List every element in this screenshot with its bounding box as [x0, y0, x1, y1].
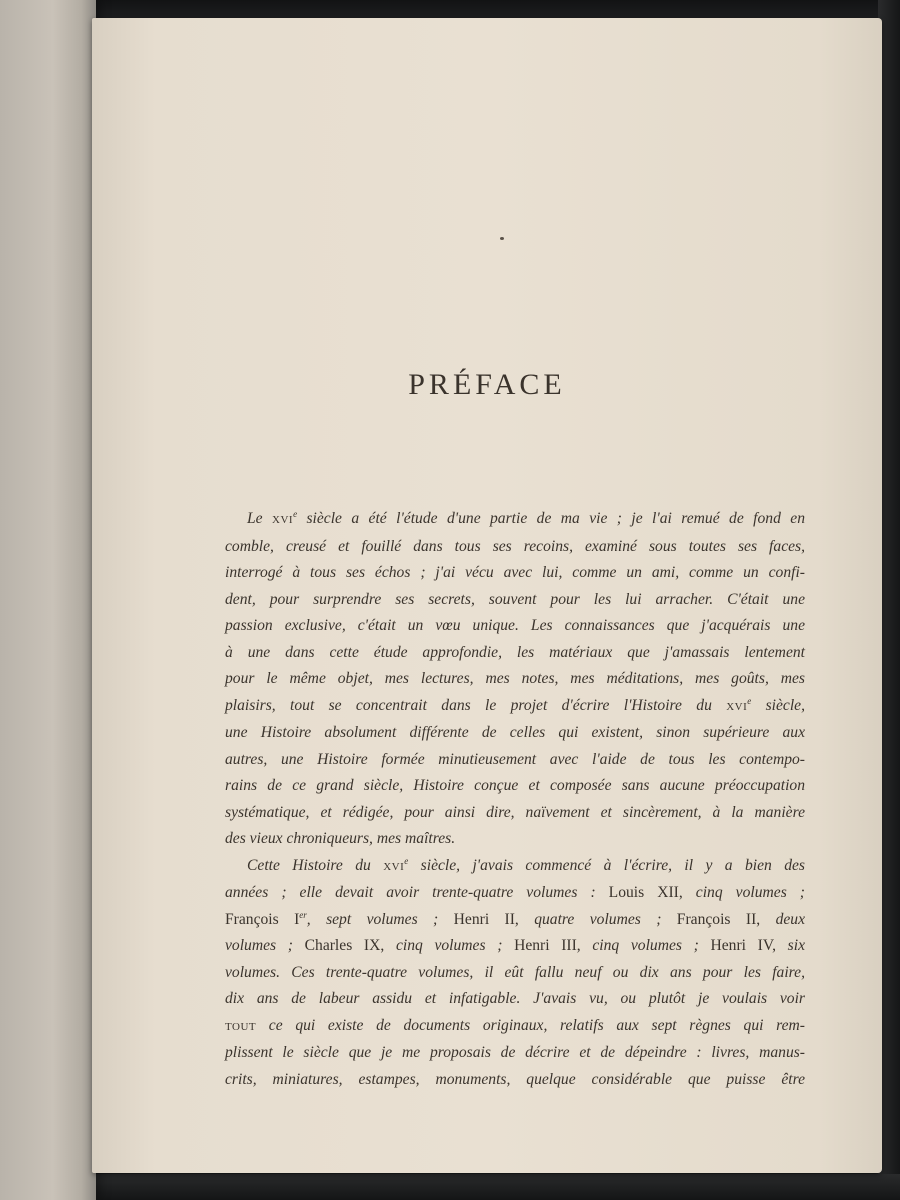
text-line: plissent le siècle que je me proposais de décrire et de dépeindre : livres, manus-	[225, 1044, 805, 1061]
text-line: volumes ; Charles IX, cinq volumes ; Henri III, cinq volumes ; Henri IV, six	[225, 937, 805, 954]
text-line: dix ans de labeur assidu et infatigable. J'avais vu, ou plutôt je voulais voir	[225, 990, 805, 1007]
book-page	[92, 18, 882, 1173]
facing-page-edge	[0, 0, 96, 1200]
text-line: pour le même objet, mes lectures, mes notes, mes méditations, mes goûts, mes	[225, 670, 805, 687]
text-line: volumes. Ces trente-quatre volumes, il eût fallu neuf ou dix ans pour les faire,	[225, 963, 805, 981]
text-line: plaisirs, tout se concentrait dans le projet d'écrire l'Histoire du XVIe siècle,	[225, 695, 805, 714]
text-line: années ; elle devait avoir trente-quatre volumes : Louis XII, cinq volumes ;	[225, 884, 805, 901]
ink-speck	[500, 237, 504, 240]
background-bottom	[0, 1174, 900, 1200]
paragraph	[225, 506, 805, 853]
text-line: François Ier, sept volumes ; Henri II, quatre volumes ; François II, deux	[225, 909, 805, 928]
text-line: passion exclusive, c'était un vœu unique. Les connaissances que j'acquérais une	[225, 617, 805, 634]
preface-body	[225, 506, 805, 1093]
text-line: à une dans cette étude approfondie, les matériaux que j'amassais lentement	[225, 643, 805, 661]
text-line: des vieux chroniqueurs, mes maîtres.	[225, 830, 456, 847]
text-line: une Histoire absolument différente de celles qui existent, sinon supérieure aux	[225, 724, 805, 741]
text-line: TOUT ce qui existe de documents originaux, relatifs aux sept règnes qui rem-	[225, 1016, 805, 1034]
text-line: rains de ce grand siècle, Histoire conçue et composée sans aucune préoccupation	[225, 777, 805, 794]
page-title: PRÉFACE	[408, 368, 566, 401]
text-line: Le XVIe siècle a été l'étude d'une partie de ma vie ; je l'ai remué de fond en	[247, 508, 805, 527]
text-line: dent, pour surprendre ses secrets, souvent pour les lui arracher. C'était une	[225, 590, 805, 608]
text-line: crits, miniatures, estampes, monuments, quelque considérable que puisse être	[225, 1070, 805, 1088]
text-line: Cette Histoire du XVIe siècle, j'avais commencé à l'écrire, il y a bien des	[247, 855, 805, 874]
text-line: autres, une Histoire formée minutieusement avec l'aide de tous les contempo-	[225, 750, 805, 768]
paragraph	[225, 853, 805, 1094]
text-line: systématique, et rédigée, pour ainsi dire, naïvement et sincèrement, à la manière	[225, 803, 805, 821]
text-line: comble, creusé et fouillé dans tous ses recoins, examiné sous toutes ses faces,	[225, 537, 805, 555]
text-line: interrogé à tous ses échos ; j'ai vécu avec lui, comme un ami, comme un confi-	[225, 564, 805, 581]
